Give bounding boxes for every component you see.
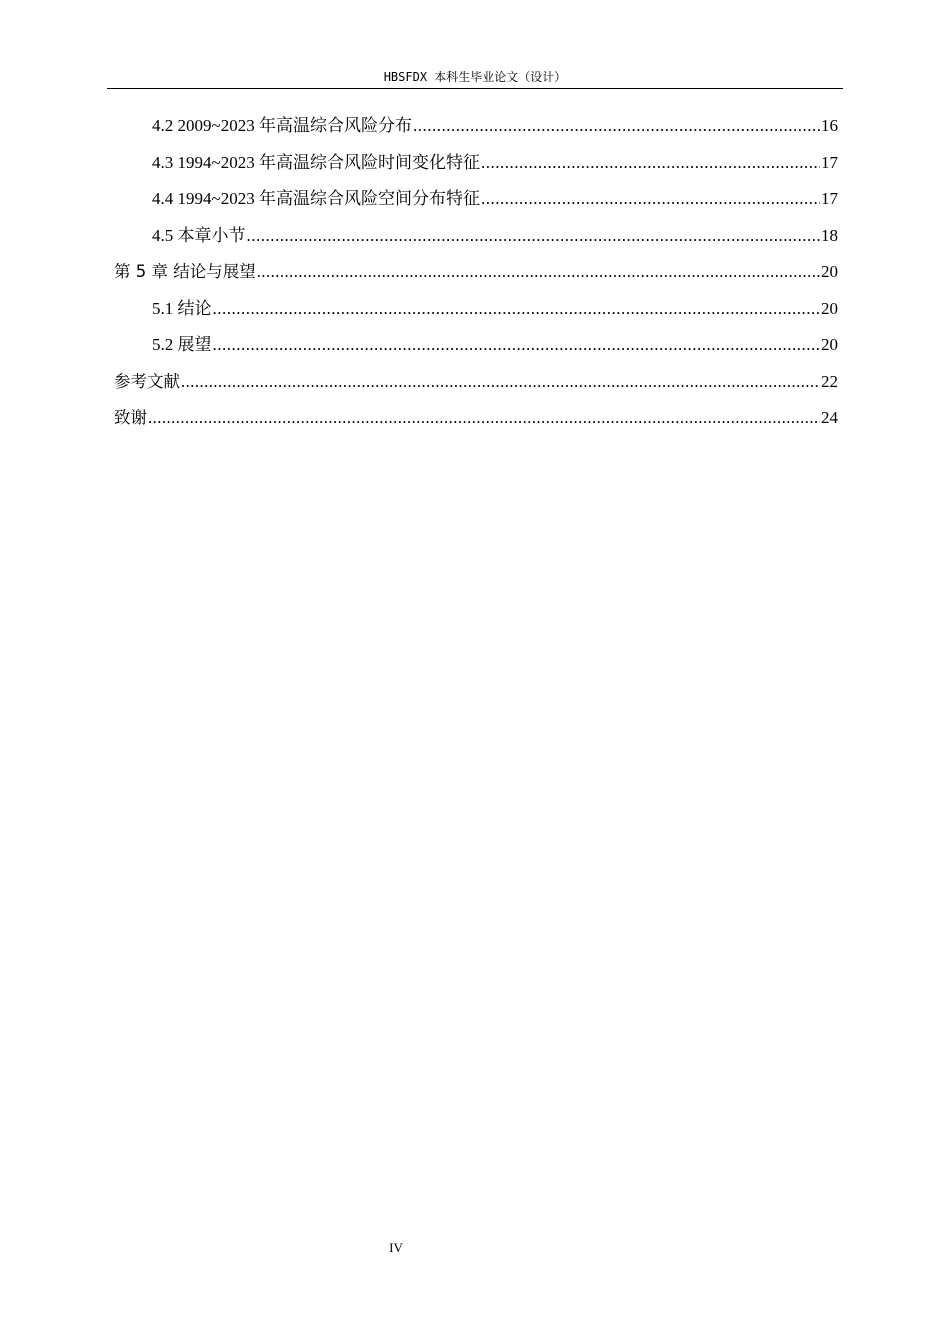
toc-entry-4-3[interactable] bbox=[114, 145, 838, 182]
toc-entry-page: 22 bbox=[821, 371, 838, 391]
page-footer bbox=[0, 1238, 792, 1258]
toc-dot-leader bbox=[257, 254, 820, 291]
toc-entry-5-2[interactable] bbox=[114, 327, 838, 364]
toc-dot-leader bbox=[413, 108, 820, 145]
table-of-contents bbox=[114, 108, 838, 437]
toc-entry-4-5[interactable] bbox=[114, 218, 838, 255]
toc-entry-page: 20 bbox=[821, 298, 838, 318]
toc-dot-leader bbox=[247, 218, 821, 255]
toc-entry-page: 17 bbox=[821, 189, 838, 208]
page-header bbox=[107, 66, 843, 89]
toc-entry-title: 4.4 1994~2023 年高温综合风险空间分布特征 bbox=[152, 189, 480, 208]
toc-entry-4-2[interactable] bbox=[114, 108, 838, 145]
toc-entry-title: 致谢 bbox=[114, 408, 147, 427]
toc-entry-page: 17 bbox=[821, 152, 838, 172]
toc-entry-title: 参考文献 bbox=[114, 371, 180, 391]
toc-entry-page: 24 bbox=[821, 408, 838, 427]
toc-entry-references[interactable] bbox=[114, 364, 838, 401]
toc-entry-title: 4.3 1994~2023 年高温综合风险时间变化特征 bbox=[152, 152, 480, 172]
toc-entry-title: 5.1 结论 bbox=[152, 298, 212, 318]
toc-entry-title: 4.2 2009~2023 年高温综合风险分布 bbox=[152, 116, 412, 135]
toc-entry-title: 4.5 本章小节 bbox=[152, 225, 246, 245]
toc-dot-leader bbox=[148, 400, 820, 437]
toc-dot-leader bbox=[181, 364, 820, 401]
toc-dot-leader bbox=[481, 145, 820, 182]
toc-entry-page: 20 bbox=[821, 335, 838, 354]
header-title: HBSFDX 本科生毕业论文（设计） bbox=[383, 70, 567, 84]
toc-entry-title: 5.2 展望 bbox=[152, 335, 212, 354]
toc-entry-acknowledgements[interactable] bbox=[114, 400, 838, 437]
toc-entry-chapter-5[interactable] bbox=[114, 254, 838, 291]
page-number: IV bbox=[389, 1240, 403, 1255]
toc-entry-page: 20 bbox=[821, 262, 838, 281]
toc-dot-leader bbox=[481, 181, 820, 218]
toc-entry-5-1[interactable] bbox=[114, 291, 838, 328]
toc-dot-leader bbox=[213, 291, 821, 328]
toc-entry-page: 16 bbox=[821, 116, 838, 135]
toc-entry-4-4[interactable] bbox=[114, 181, 838, 218]
toc-dot-leader bbox=[213, 327, 821, 364]
toc-entry-title: 第 5 章 结论与展望 bbox=[114, 262, 256, 281]
toc-entry-page: 18 bbox=[821, 225, 838, 245]
